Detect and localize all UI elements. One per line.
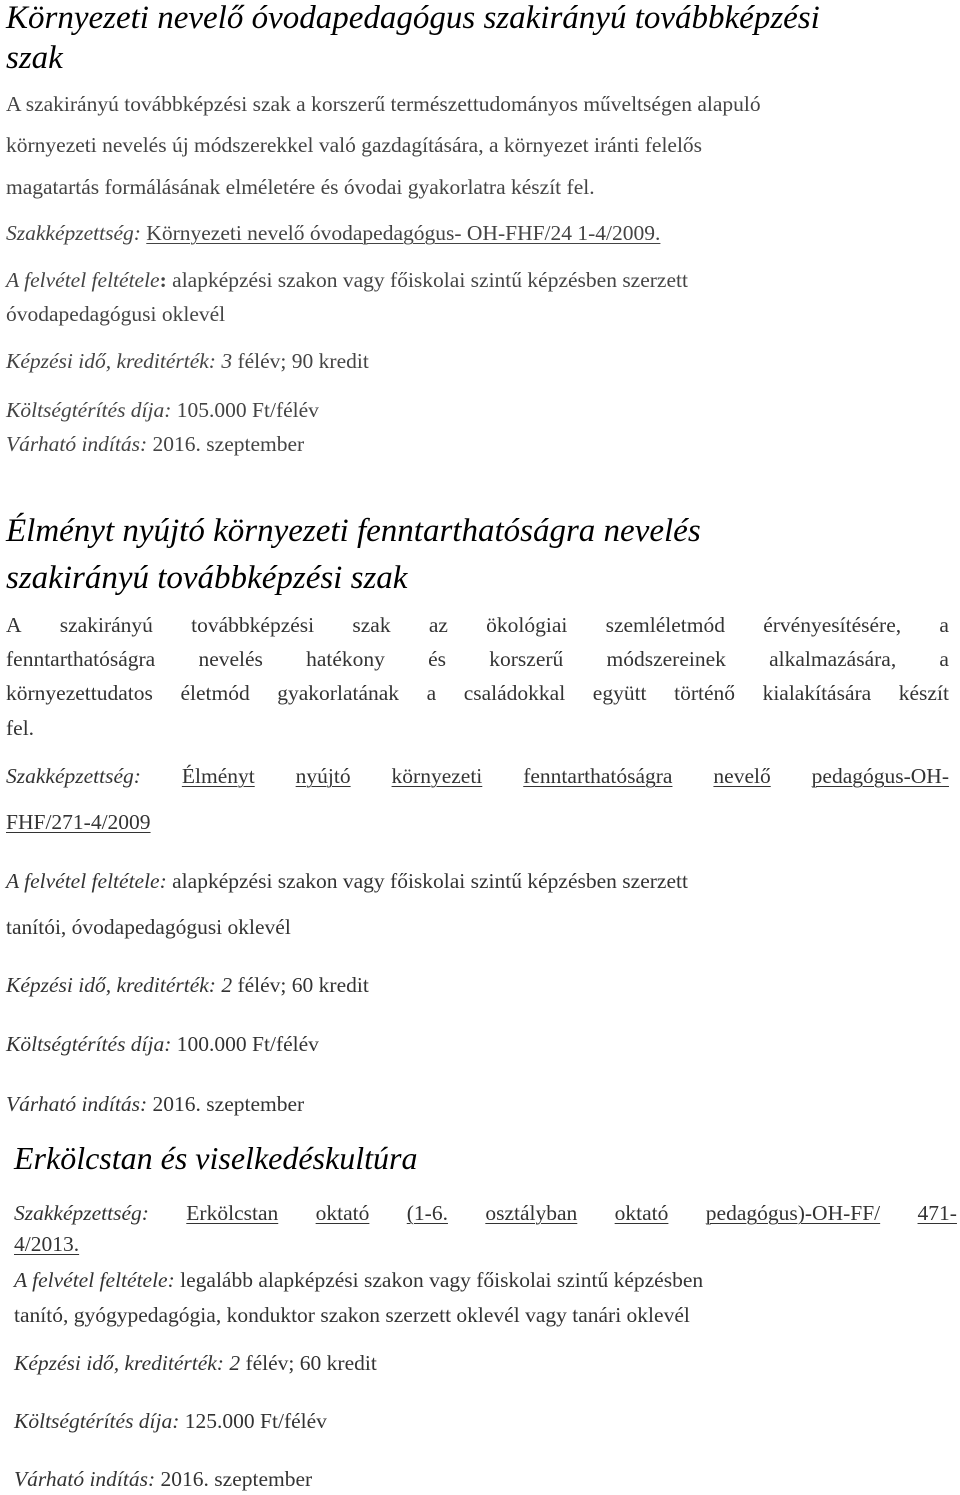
section3-duration xyxy=(14,1350,377,1376)
section2-desc-line4: fel. xyxy=(6,716,35,740)
section2-duration-label: Képzési idő, kreditérték: 2 xyxy=(6,973,233,997)
desc-word: a xyxy=(939,647,949,671)
section3-qualification-line2 xyxy=(14,1231,79,1257)
section2-admission-line2: tanítói, óvodapedagógusi oklevél xyxy=(6,915,291,939)
qualification-word: Élményt xyxy=(181,764,255,788)
qualification-word: pedagógus-OH- xyxy=(811,764,949,788)
desc-word: korszerű xyxy=(489,647,564,671)
section1-duration-value: félév; 90 kredit xyxy=(232,349,369,373)
section2-duration-value: félév; 60 kredit xyxy=(232,973,369,997)
section1-qualification-label: Szakképzettség: xyxy=(6,221,141,245)
section1-start xyxy=(6,431,304,457)
section1-admission-line1 xyxy=(6,267,688,293)
section1-fee-value: 105.000 Ft/félév xyxy=(171,398,319,422)
section3-qualification-line1 xyxy=(14,1200,957,1226)
section1-admission-colon: : xyxy=(159,268,167,292)
qualification-word: (1-6. xyxy=(406,1201,448,1225)
section3-admission-text: legalább alapképzési szakon vagy főiskolai szintű képzésben xyxy=(174,1268,704,1292)
section1-qualification-value: Környezeti nevelő óvodapedagógus- OH-FHF/24 1-4/2009. xyxy=(146,221,661,245)
desc-word: kialakítására xyxy=(762,681,872,705)
section1-title-line1: Környezeti nevelő óvodapedagógus szakirányú továbbképzési xyxy=(6,0,820,36)
desc-word: készít xyxy=(898,681,949,705)
section2-qualification-label: Szakképzettség: xyxy=(6,764,141,788)
section1-admission-label: A felvétel feltétele xyxy=(6,268,160,292)
desc-word: a xyxy=(426,681,437,705)
desc-word: történő xyxy=(674,681,735,705)
qualification-word: pedagógus)-OH-FF/ xyxy=(705,1201,881,1225)
section2-qualification-code: FHF/271-4/2009 xyxy=(6,810,151,834)
section2-fee-label: Költségtérítés díja: xyxy=(6,1032,172,1056)
section2-start xyxy=(6,1091,304,1117)
section3-title: Erkölcstan és viselkedéskultúra xyxy=(14,1140,418,1176)
section2-admission-text: alapképzési szakon vagy főiskolai szintű képzésben szerzett xyxy=(166,869,688,893)
section1-admission-text: alapképzési szakon vagy főiskolai szintű képzésben szerzett xyxy=(166,268,688,292)
section2-start-value: 2016. szeptember xyxy=(147,1092,305,1116)
section1-fee-label: Költségtérítés díja: xyxy=(6,398,172,422)
section3-fee xyxy=(14,1408,327,1434)
desc-word: és xyxy=(428,647,447,671)
section3-fee-value: 125.000 Ft/félév xyxy=(179,1409,327,1433)
section2-fee-value: 100.000 Ft/félév xyxy=(171,1032,319,1056)
qualification-word: 471- xyxy=(917,1201,957,1225)
section3-duration-value: félév; 60 kredit xyxy=(240,1351,377,1375)
qualification-word: osztályban xyxy=(485,1201,578,1225)
qualification-word: fenntarthatóságra xyxy=(523,764,673,788)
section2-duration xyxy=(6,972,369,998)
section1-duration-label: Képzési idő, kreditérték: 3 xyxy=(6,349,233,373)
desc-word: továbbképzési xyxy=(191,613,315,637)
section1-desc-line3: magatartás formálásának elméletére és óvodai gyakorlatra készít fel. xyxy=(6,175,595,199)
section1-start-label: Várható indítás: xyxy=(6,432,148,456)
desc-word: szak xyxy=(352,613,391,637)
section3-start xyxy=(14,1466,312,1492)
section3-fee-label: Költségtérítés díja: xyxy=(14,1409,180,1433)
section3-admission-line2: tanító, gyógypedagógia, konduktor szakon szerzett oklevél vagy tanári oklevél xyxy=(14,1303,690,1327)
desc-word: nevelés xyxy=(198,647,263,671)
section2-qualification-line2 xyxy=(6,809,151,835)
desc-word: életmód xyxy=(180,681,250,705)
desc-word: A xyxy=(6,613,22,637)
qualification-word: nyújtó xyxy=(295,764,351,788)
desc-word: családokkal xyxy=(463,681,566,705)
section1-title-line2: szak xyxy=(6,40,63,76)
section2-start-label: Várható indítás: xyxy=(6,1092,148,1116)
section1-start-value: 2016. szeptember xyxy=(147,432,305,456)
section1-duration xyxy=(6,348,369,374)
section3-qualification-label: Szakképzettség: xyxy=(14,1201,149,1225)
section3-duration-label: Képzési idő, kreditérték: 2 xyxy=(14,1351,241,1375)
desc-word: fenntarthatóságra xyxy=(6,647,156,671)
qualification-word: Erkölcstan xyxy=(186,1201,279,1225)
section1-qualification xyxy=(6,220,660,246)
qualification-word: oktató xyxy=(614,1201,669,1225)
section3-qualification-code: 4/2013. xyxy=(14,1232,80,1256)
section1-admission-line2: óvodapedagógusi oklevél xyxy=(6,302,226,326)
section2-desc-line3 xyxy=(6,680,949,706)
section3-start-label: Várható indítás: xyxy=(14,1467,156,1491)
desc-word: alkalmazására, xyxy=(769,647,897,671)
desc-word: hatékony xyxy=(306,647,385,671)
section2-admission-line1 xyxy=(6,868,688,894)
qualification-word: környezeti xyxy=(391,764,483,788)
section1-desc-line1: A szakirányú továbbképzési szak a korszerű természettudományos műveltségen alapuló xyxy=(6,92,761,116)
qualification-word: nevelő xyxy=(713,764,771,788)
qualification-word: oktató xyxy=(315,1201,370,1225)
section2-admission-label: A felvétel feltétele: xyxy=(6,869,167,893)
desc-word: ökológiai xyxy=(486,613,568,637)
desc-word: érvényesítésére, xyxy=(763,613,902,637)
section1-desc-line2: környezeti nevelés új módszerekkel való gazdagítására, a környezet iránti felelős xyxy=(6,133,703,157)
desc-word: a xyxy=(939,613,949,637)
desc-word: módszereinek xyxy=(606,647,726,671)
section3-admission-line1 xyxy=(14,1267,703,1293)
section2-desc-line1 xyxy=(6,612,949,638)
desc-word: szemléletmód xyxy=(605,613,725,637)
section2-desc-line2 xyxy=(6,646,949,672)
section2-fee xyxy=(6,1031,319,1057)
section1-fee xyxy=(6,397,319,423)
desc-word: az xyxy=(428,613,448,637)
desc-word: környezettudatos xyxy=(6,681,153,705)
section2-qualification-line1 xyxy=(6,763,949,789)
desc-word: együtt xyxy=(592,681,647,705)
section3-start-value: 2016. szeptember xyxy=(155,1467,313,1491)
desc-word: gyakorlatának xyxy=(277,681,400,705)
section3-admission-label: A felvétel feltétele: xyxy=(14,1268,175,1292)
section2-title-line1: Élményt nyújtó környezeti fenntarthatóságra nevelés xyxy=(6,513,701,549)
section2-title-line2: szakirányú továbbképzési szak xyxy=(6,560,408,596)
desc-word: szakirányú xyxy=(59,613,153,637)
